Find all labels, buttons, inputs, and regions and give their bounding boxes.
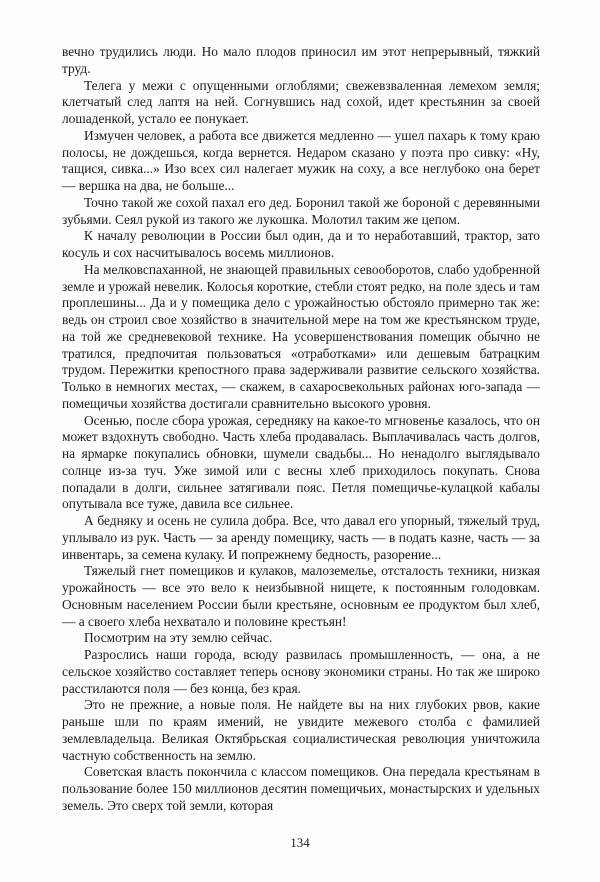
paragraph: Телега у межи с опущенными оглоблями; свежевзваленная лемехом земля; клетчатый след лаптя на ней. Согнувшись над сохой, идет крестьянин за своей лошаденкой, устало ее понукает. [62, 77, 540, 126]
paragraph: вечно трудились люди. Но мало плодов приносил им этот непрерывный, тяжкий труд. [62, 44, 540, 76]
paragraph: Измучен человек, а работа все движется медленно — ушел пахарь к тому краю полосы, не дождешься, когда вернется. Недаром сказано у поэта про сивку: «Ну, тащися, сивка...» Изо всех сил налегает мужик на соху, а все неглубоко она берет — вершка на два, не больше... [62, 127, 540, 193]
page-number: 134 [290, 835, 310, 850]
paragraph: Осенью, после сбора урожая, середняку на какое-то мгновенье казалось, что он может вздохнуть свободно. Часть хлеба продавалась. Выплачивалась часть долгов, на ярмарке покупались обновки, шумели свадьбы... Но ненадолго выглядывало солнце из-за туч. Уже зимой или с весны хлеб приходилось покупать. Снова попадали в долги, сильнее затягивали пояс. Петля помещичье-кулацкой кабалы опутывала все туже, давила все сильнее. [62, 412, 540, 512]
paragraph: Точно такой же сохой пахал его дед. Боронил такой же бороной с деревянными зубьями. Сеял рукой из такого же лукошка. Молотил таким же цепом. [62, 194, 540, 227]
paragraph: Советская власть покончила с классом помещиков. Она передала крестьянам в пользование более 150 миллионов десятин помещичьих, монастырских и удельных земель. Это сверх той земли, которая [62, 764, 540, 813]
paragraph: Это не прежние, а новые поля. Не найдете вы на них глубоких рвов, какие раньше шли по краям имений, не увидите межевого столба с фамилией землевладельца. Великая Октябрьская социалистическая революция уничтожила частную собственность на землю. [62, 697, 540, 763]
paragraph: Тяжелый гнет помещиков и кулаков, малоземелье, отсталость техники, низкая урожайность — все это вело к неизбывной нищете, к постоянным голодовкам. Основным населением России были крестьяне, основным ее продуктом был хлеб, — а своего хлеба нехватало и половине крестьян! [62, 563, 540, 629]
paragraph: Разрослись наши города, всюду развилась промышленность, — она, а не сельское хозяйство составляет теперь основу экономики страны. Но так же широко расстилаются поля — без конца, без края. [62, 647, 540, 696]
body-text [62, 44, 540, 815]
paragraph: Посмотрим на эту землю сейчас. [84, 630, 273, 646]
paragraph: На мелковспаханной, не знающей правильных севооборотов, слабо удобренной земле и урожай невелик. Колосья короткие, стебли стоят редко, на поле здесь и там проплешины... Да и у помещика дело с урожайностью обстояло примерно так же: ведь он строил свое хозяйство в значительной мере на том же крестьянском труде, на той же средневековой технике. На усовершенствования помещик обычно не тратился, предпочитая пользоваться «отработками» или дешевым батрацким трудом. Пережитки крепостного права задерживали развитие сельского хозяйства. Только в немногих местах, — скажем, в сахаросвекольных районах юго-запада — помещичьи хозяйства достигали сравнительно высокого уровня. [62, 261, 540, 411]
paragraph: А бедняку и осень не сулила добра. Все, что давал его упорный, тяжелый труд, уплывало из рук. Часть — за аренду помещику, часть — в подать казне, часть — за инвентарь, за семена кулаку. И попрежнему бедность, разорение... [62, 513, 540, 562]
paragraph: К началу революции в России был один, да и то неработавший, трактор, зато косуль и сох насчитывалось восемь миллионов. [62, 228, 540, 260]
